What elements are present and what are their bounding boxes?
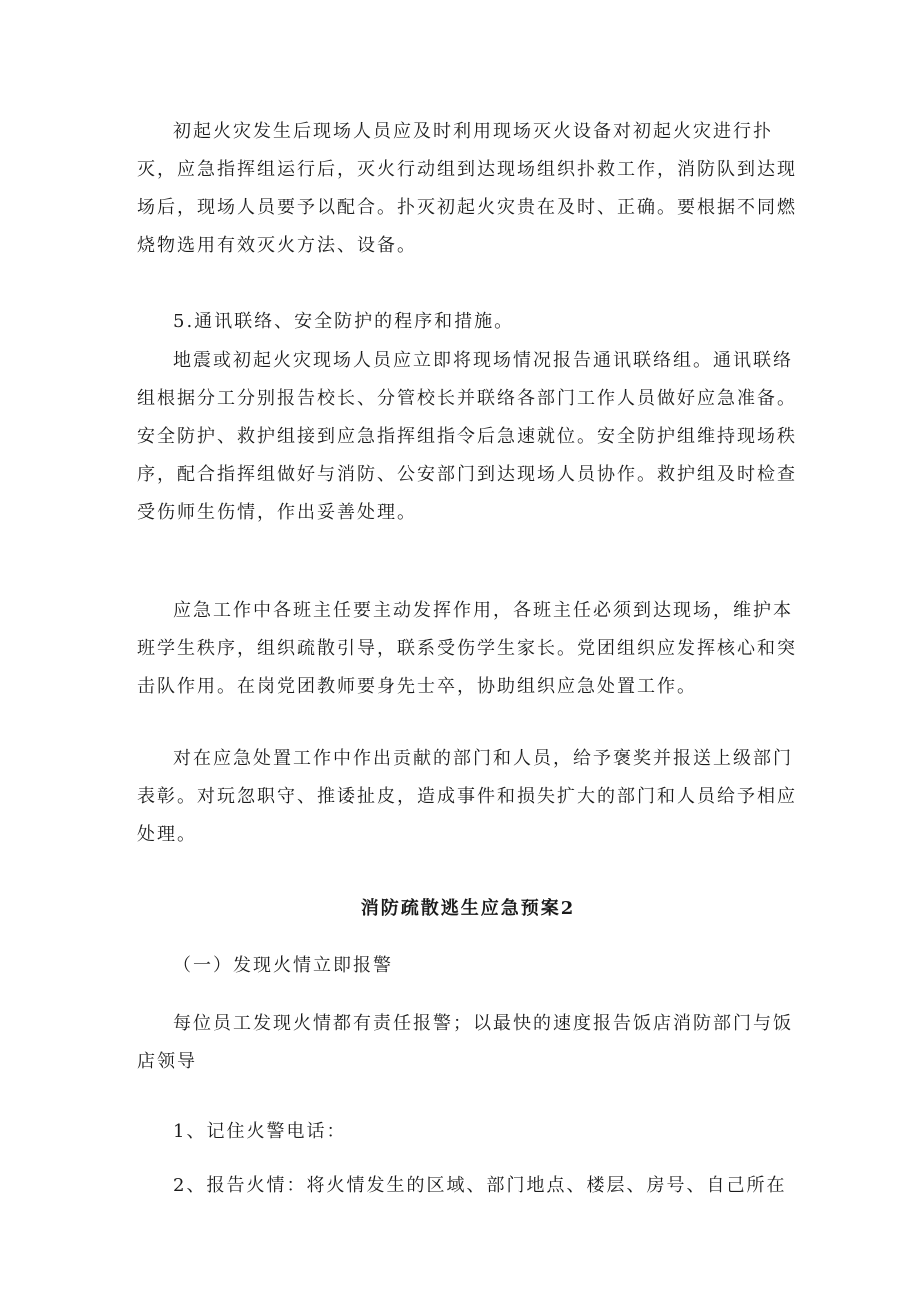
paragraph-communication-procedure: 地震或初起火灾现场人员应立即将现场情况报告通讯联络组。通讯联络组根据分工分别报告校长、分管校长并联络各部门工作人员做好应急准备。安全防护、救护组接到应急指挥组指令后急速就位。安全防护组维持现场秩序，配合指挥组做好与消防、公安部门到达现场人员协作。救护组及时检查受伤师生伤情，作出妥善处理。 (137, 350, 797, 523)
paragraph-communication-heading: 5.通讯联络、安全防护的程序和措施。 (173, 311, 515, 332)
list-item-remember-phone: 1、记住火警电话： (173, 1121, 347, 1142)
paragraph-rewards-penalties: 对在应急处置工作中作出贡献的部门和人员，给予褒奖并报送上级部门表彰。对玩忽职守、推诿扯皮，造成事件和损失扩大的部门和人员给予相应处理。 (137, 748, 797, 845)
paragraph-employee-report-duty: 每位员工发现火情都有责任报警；以最快的速度报告饭店消防部门与饭店领导 (137, 1013, 793, 1072)
section-title: 消防疏散逃生应急预案2 (360, 898, 576, 919)
list-item-report-fire-details: 2、报告火情：将火情发生的区域、部门地点、楼层、房号、自己所在 (173, 1175, 787, 1196)
paragraph-class-teacher-duties: 应急工作中各班主任要主动发挥作用，各班主任必须到达现场，维护本班学生秩序，组织疏散引导，联系受伤学生家长。党团组织应发挥核心和突击队作用。在岗党团教师要身先士卒，协助组织应急处置工作。 (137, 600, 797, 697)
subsection-report-fire: （一）发现火情立即报警 (173, 955, 393, 976)
paragraph-initial-fire-response: 初起火灾发生后现场人员应及时利用现场灭火设备对初起火灾进行扑灭，应急指挥组运行后，灭火行动组到达现场组织扑救工作，消防队到达现场后，现场人员要予以配合。扑灭初起火灾贵在及时、正确。要根据不同燃烧物选用有效灭火方法、设备。 (137, 121, 797, 256)
